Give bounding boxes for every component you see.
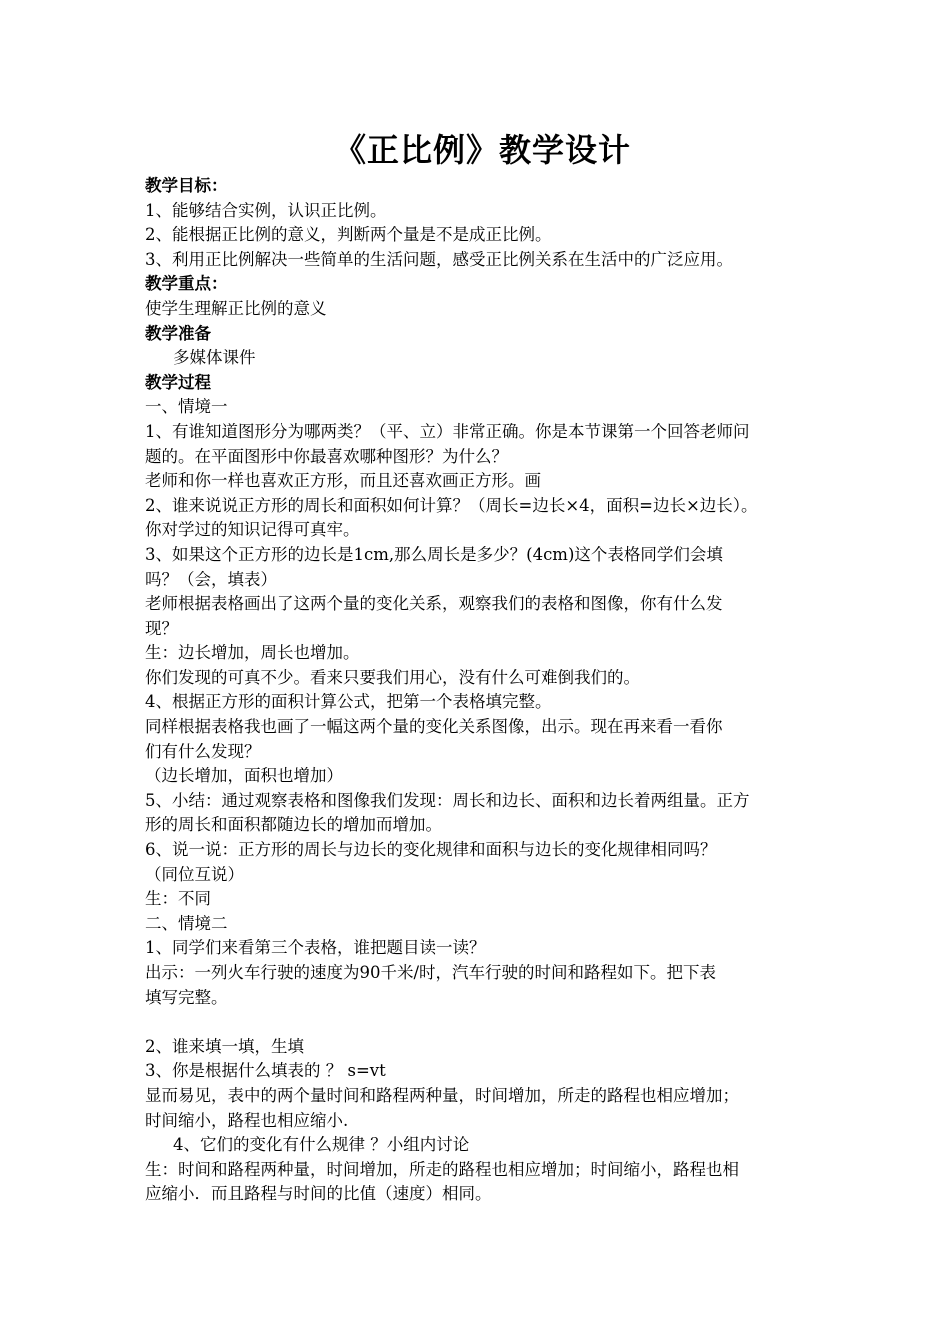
paragraph-line: 应缩小．而且路程与时间的比值（速度）相同。 — [145, 1184, 492, 1204]
paragraph-line: 们有什么发现？ — [145, 741, 261, 761]
paragraph-line: 现？ — [145, 618, 178, 638]
paragraph-line: 题的。在平面图形中你最喜欢哪种图形？为什么？ — [145, 446, 508, 466]
paragraph-line: 出示：一列火车行驶的速度为90千米/时，汽车行驶的时间和路程如下。把下表 — [145, 963, 717, 982]
section-scenario-two: 二、情境二 — [145, 913, 228, 933]
paragraph-line: 6、说一说：正方形的周长与边长的变化规律和面积与边长的变化规律相同吗？ — [145, 840, 717, 860]
paragraph-line: 5、小结：通过观察表格和图像我们发现：周长和边长、面积和边长着两组量。正方 — [145, 790, 750, 810]
document-title: 《正比例》教学设计 — [333, 131, 631, 169]
paragraph-line: 1、同学们来看第三个表格，谁把题目读一读？ — [145, 938, 486, 958]
paragraph-line: 老师根据表格画出了这两个量的变化关系，观察我们的表格和图像，你有什么发 — [145, 594, 723, 614]
blank-line — [145, 1010, 820, 1035]
paragraph-line: 4、根据正方形的面积计算公式，把第一个表格填完整。 — [145, 692, 552, 712]
paragraph-line: 生：边长增加，周长也增加。 — [145, 643, 360, 663]
paragraph-line: （同位互说） — [145, 864, 244, 884]
paragraph-line: 2、谁来说说正方形的周长和面积如何计算？（周长=边长×4，面积=边长×边长）。 — [145, 495, 758, 515]
heading-teaching-focus: 教学重点： — [145, 274, 228, 294]
paragraph-line: 吗？（会，填表） — [145, 569, 277, 589]
paragraph-line: 老师和你一样也喜欢正方形，而且还喜欢画正方形。画 — [145, 471, 541, 491]
goal-item-3: 3、利用正比例解决一些简单的生活问题，感受正比例关系在生活中的广泛应用。 — [145, 249, 733, 269]
goal-item-1: 1、能够结合实例，认识正比例。 — [145, 200, 387, 220]
paragraph-line: 同样根据表格我也画了一幅这两个量的变化关系图像，出示。现在再来看一看你 — [145, 717, 723, 737]
paragraph-line: 形的周长和面积都随边长的增加而增加。 — [145, 815, 442, 835]
document-page — [145, 128, 820, 1207]
paragraph-line: 生：不同 — [145, 889, 211, 909]
paragraph-line: 生：时间和路程两种量，时间增加，所走的路程也相应增加；时间缩小，路程也相 — [145, 1159, 739, 1179]
paragraph-line: 3、你是根据什么填表的 ？ s=vt — [145, 1061, 386, 1081]
paragraph-line: 时间缩小，路程也相应缩小. — [145, 1110, 349, 1130]
paragraph-line: （边长增加，面积也增加） — [145, 766, 343, 786]
paragraph-line: 4、它们的变化有什么规律 ？小组内讨论 — [173, 1135, 470, 1155]
teaching-preparation-text: 多媒体课件 — [173, 348, 256, 368]
paragraph-line: 你们发现的可真不少。看来只要我们用心，没有什么可难倒我们的。 — [145, 667, 640, 687]
paragraph-line: 1、有谁知道图形分为哪两类？（平、立）非常正确。你是本节课第一个回答老师问 — [145, 421, 750, 441]
paragraph-line: 显而易见，表中的两个量时间和路程两种量，时间增加，所走的路程也相应增加； — [145, 1085, 739, 1105]
goal-item-2: 2、能根据正比例的意义，判断两个量是不是成正比例。 — [145, 225, 552, 245]
section-scenario-one: 一、情境一 — [145, 397, 228, 417]
heading-teaching-preparation: 教学准备 — [145, 323, 211, 343]
paragraph-line: 2、谁来填一填，生填 — [145, 1036, 304, 1056]
paragraph-line: 填写完整。 — [145, 987, 228, 1007]
heading-teaching-goals: 教学目标： — [145, 176, 228, 195]
paragraph-line: 3、如果这个正方形的边长是1cm,那么周长是多少？(4cm)这个表格同学们会填 — [145, 544, 723, 564]
teaching-focus-text: 使学生理解正比例的意义 — [145, 298, 327, 318]
paragraph-line: 你对学过的知识记得可真牢。 — [145, 520, 360, 540]
heading-teaching-process: 教学过程 — [145, 372, 211, 392]
